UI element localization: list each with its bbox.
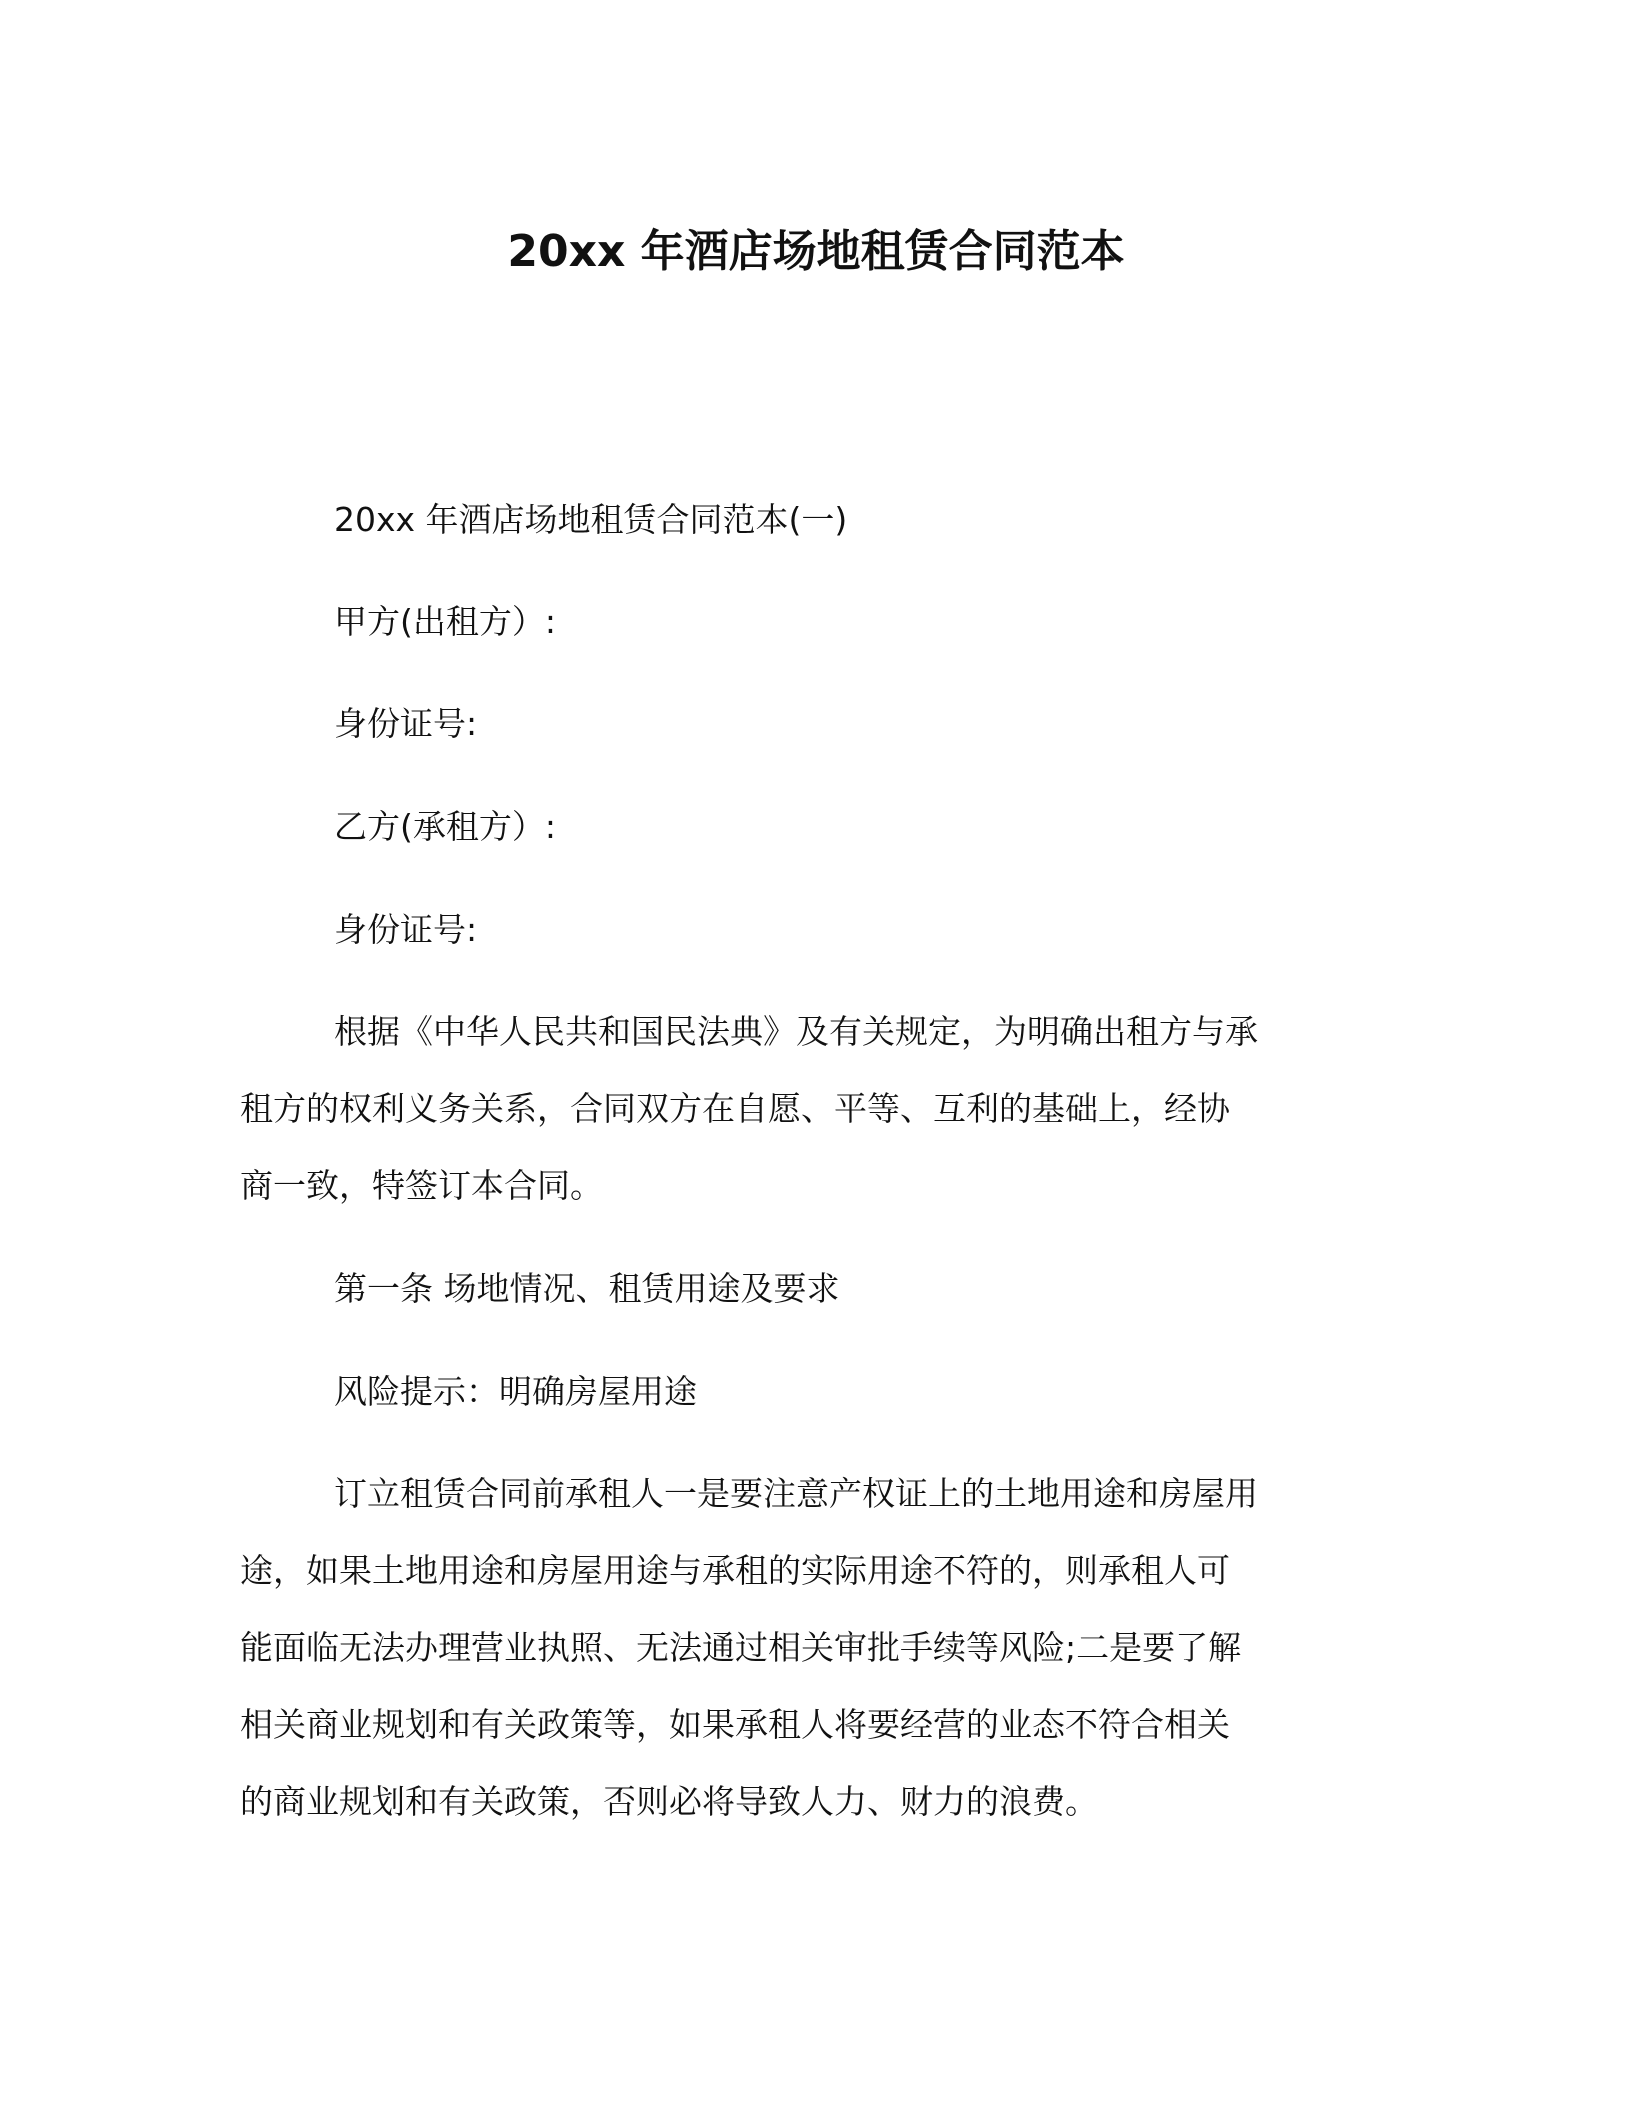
risk-line: 途，如果土地用途和房屋用途与承租的实际用途不符的，则承租人可 xyxy=(240,1551,1230,1590)
party-a-label: 甲方(出租方）: xyxy=(334,602,556,641)
contract-subtitle: 20xx 年酒店场地租赁合同范本(一) xyxy=(334,500,848,539)
risk-line: 订立租赁合同前承租人一是要注意产权证上的土地用途和房屋用 xyxy=(334,1474,1258,1513)
party-a-id-label: 身份证号: xyxy=(334,704,478,743)
document-title: 20xx 年酒店场地租赁合同范本 xyxy=(507,226,1125,277)
risk-line: 能面临无法办理营业执照、无法通过相关审批手续等风险;二是要了解 xyxy=(240,1628,1242,1667)
intro-line: 商一致，特签订本合同。 xyxy=(240,1166,603,1205)
risk-tip-heading: 风险提示：明确房屋用途 xyxy=(334,1372,697,1411)
risk-line: 的商业规划和有关政策，否则必将导致人力、财力的浪费。 xyxy=(240,1782,1098,1821)
article-1-heading: 第一条 场地情况、租赁用途及要求 xyxy=(334,1269,840,1308)
risk-line: 相关商业规划和有关政策等，如果承租人将要经营的业态不符合相关 xyxy=(240,1705,1230,1744)
intro-line: 根据《中华人民共和国民法典》及有关规定，为明确出租方与承 xyxy=(334,1012,1258,1051)
party-b-id-label: 身份证号: xyxy=(334,910,478,949)
party-b-label: 乙方(承租方）: xyxy=(334,807,556,846)
intro-line: 租方的权利义务关系，合同双方在自愿、平等、互利的基础上，经协 xyxy=(240,1089,1230,1128)
